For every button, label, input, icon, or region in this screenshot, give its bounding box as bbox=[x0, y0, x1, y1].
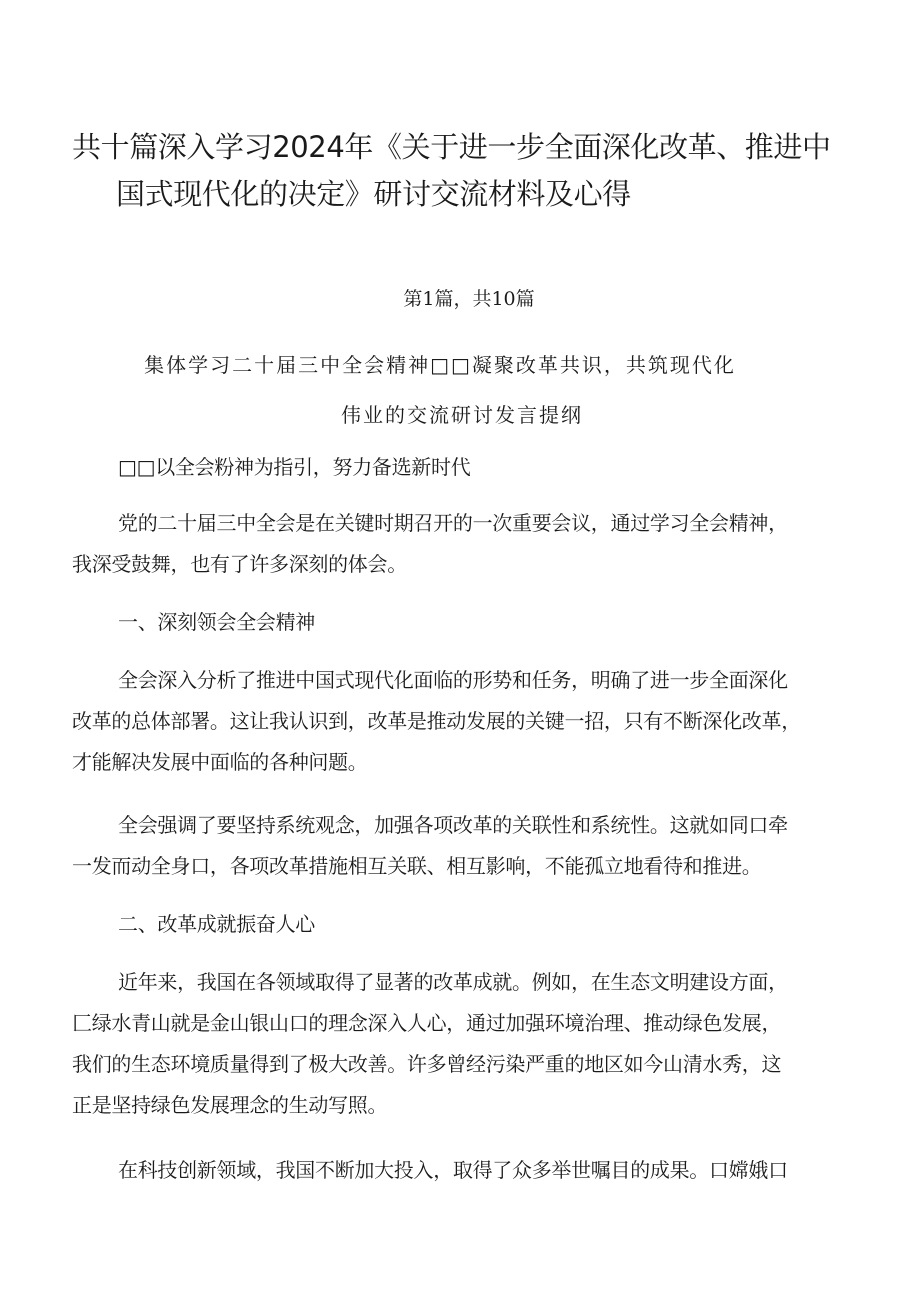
section-heading-2 bbox=[72, 904, 872, 945]
document-title-line-1: 共十篇深入学习2024年《关于进一步全面深化改革、推进中 bbox=[72, 130, 831, 164]
document-title-line-2: 国式现代化的决定》研讨交流材料及心得 bbox=[116, 177, 631, 211]
paragraph-1-line-1: 党的二十届三中全会是在关键时期召开的一次重要会议，通过学习全会精神， bbox=[118, 511, 788, 535]
article-heading-line-1: 集体学习二十届三中全会精神□□凝聚改革共识，共筑现代化 bbox=[144, 353, 736, 377]
section-heading-2-text: 二、改革成就振奋人心 bbox=[118, 912, 315, 936]
paragraph-3-line-2: 一发而动全身口，各项改革措施相互关联、相互影响，不能孤立地看待和推进。 bbox=[72, 854, 762, 878]
paragraph-4 bbox=[72, 962, 872, 1126]
paragraph-4-line-4: 正是坚持绿色发展理念的生动写照。 bbox=[72, 1093, 388, 1117]
paragraph-4-line-3: 我们的生态环境质量得到了极大改善。许多曾经污染严重的地区如今山清水秀，这 bbox=[72, 1052, 782, 1076]
paragraph-5-line-1: 在科技创新领域，我国不断加大投入，取得了众多举世嘱目的成果。口嫦娥口 bbox=[118, 1158, 788, 1182]
paragraph-3-line-1: 全会强调了要坚持系统观念，加强各项改革的关联性和系统性。这就如同口牵 bbox=[118, 813, 788, 837]
document-title bbox=[72, 124, 862, 218]
section-heading-1-text: 一、深刻领会全会精神 bbox=[118, 610, 315, 634]
paragraph-2-line-2: 改革的总体部署。这让我认识到，改革是推动发展的关键一招，只有不断深化改革， bbox=[72, 709, 801, 733]
section-heading-1 bbox=[72, 602, 872, 643]
article-heading-line-2: 伟业的交流研讨发言提纲 bbox=[341, 403, 583, 427]
paragraph-4-line-1: 近年来，我国在各领域取得了显著的改革成就。例如，在生态文明建设方面， bbox=[118, 970, 788, 994]
paragraph-2-line-1: 全会深入分析了推进中国式现代化面临的形势和任务，明确了进一步全面深化 bbox=[118, 668, 788, 692]
paragraph-2-line-3: 才能解决发展中面临的各种问题。 bbox=[72, 750, 368, 774]
article-heading bbox=[0, 340, 920, 440]
paragraph-3 bbox=[72, 805, 872, 887]
paragraph-1 bbox=[72, 503, 872, 585]
paragraph-4-line-2: 匚绿水青山就是金山银山口的理念深入人心，通过加强环境治理、推动绿色发展， bbox=[72, 1011, 782, 1035]
section-intro bbox=[72, 447, 872, 488]
paragraph-2 bbox=[72, 660, 872, 783]
section-intro-text: □□以全会粉神为指引，努力备选新时代 bbox=[118, 455, 471, 479]
article-counter: 第1篇，共10篇 bbox=[403, 288, 535, 310]
paragraph-5 bbox=[72, 1150, 872, 1191]
paragraph-1-line-2: 我深受鼓舞，也有了许多深刻的体会。 bbox=[72, 552, 407, 576]
